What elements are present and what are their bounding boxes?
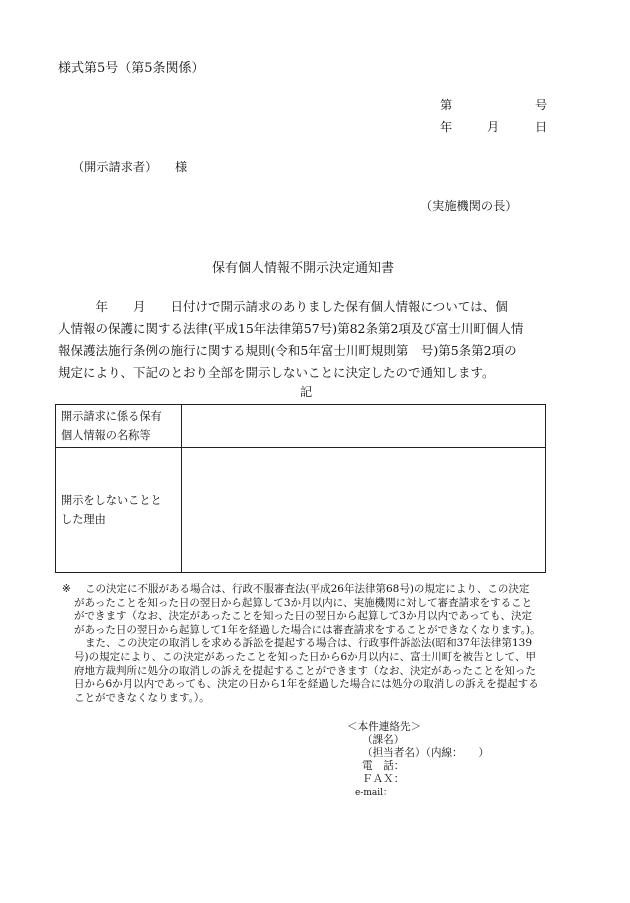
contact-phone: 電 話： [362,760,405,772]
doc-number-go: 号 [535,98,548,112]
ki-heading: 記 [300,385,313,399]
note-line: 日から6か月以内であっても、決定の日から1年を経過した場合には処分の取消しの訴えを提起する [74,678,539,691]
contact-person: （担当者名）（内線： ） [362,747,490,759]
note-line: 号)の規定により、この決定があったことを知った日から6か月以内に、富士川町を被告として、甲 [74,650,536,663]
form-number: 様式第5号（第5条関係） [58,61,205,76]
table-row [56,405,546,448]
addressee-sama: 様 [175,160,188,174]
row1-value [182,405,546,448]
row1-label [56,405,182,448]
note-line: ことができなくなります。）。 [74,691,210,704]
note-line: 府地方裁判所に処分の取消しの訴えを提起することができます（なお、決定があったことを知った [74,664,536,677]
notes-mark: ※ [62,583,71,595]
note-line: また、この決定の取消しを求める訴訟を提起する場合は、行政事件訴訟法(昭和37年法律第139 [85,637,532,650]
row2-label-line1: 開示をしないことと [61,494,162,507]
info-table [55,404,546,573]
addressee-name: （開示請求者） [72,160,158,174]
note-line: があったことを知った日の翌日から起算して3か月以内に、実施機関に対して審査請求をすること [74,596,533,609]
note-line: ができます（なお、決定があったことを知った日の翌日から起算して3か月以内であっても、決定 [74,610,532,623]
row1-label-line2: 個人情報の名称等 [61,429,151,442]
note-line: があった日の翌日から起算して1年を経過した場合には審査請求をすることができなくなります。)。 [74,623,541,636]
date-year: 年 [440,120,453,134]
row2-value [182,448,546,573]
contact-fax: ＦＡＸ： [362,773,405,785]
date-day: 日 [535,120,548,134]
contact-division: （課名） [362,734,405,746]
contact-email: e-mail： [355,788,393,798]
sender: （実施機関の長） [420,199,518,213]
body-line: 規定により、下記のとおり全部を開示しないことに決定したので通知します。 [58,365,495,380]
body-line: 報保護法施行条例の施行に関する規則(令和5年富士川町規則第 号)第5条第2項の [58,343,517,358]
row1-label-line1: 開示請求に係る保有 [61,410,162,423]
note-line: この決定に不服がある場合は、行政不服審査法(平成26年法律第68号)の規定により、この決定 [85,583,530,595]
date-month: 月 [487,120,500,134]
doc-number-dai: 第 [440,98,453,112]
document-title: 保有個人情報不開示決定通知書 [212,261,395,276]
row2-label [56,448,182,573]
table-row [56,448,546,573]
body-line: 人情報の保護に関する法律(平成15年法律第57号)第82条第2項及び富士川町個人情 [58,321,524,336]
row2-label-line2: した理由 [61,513,106,526]
notes [62,583,562,705]
body-paragraph [58,296,554,384]
contact-header: ＜本件連絡先＞ [347,721,422,733]
body-line: 年 月 日付けで開示請求のありました保有個人情報については、個 [58,299,508,314]
